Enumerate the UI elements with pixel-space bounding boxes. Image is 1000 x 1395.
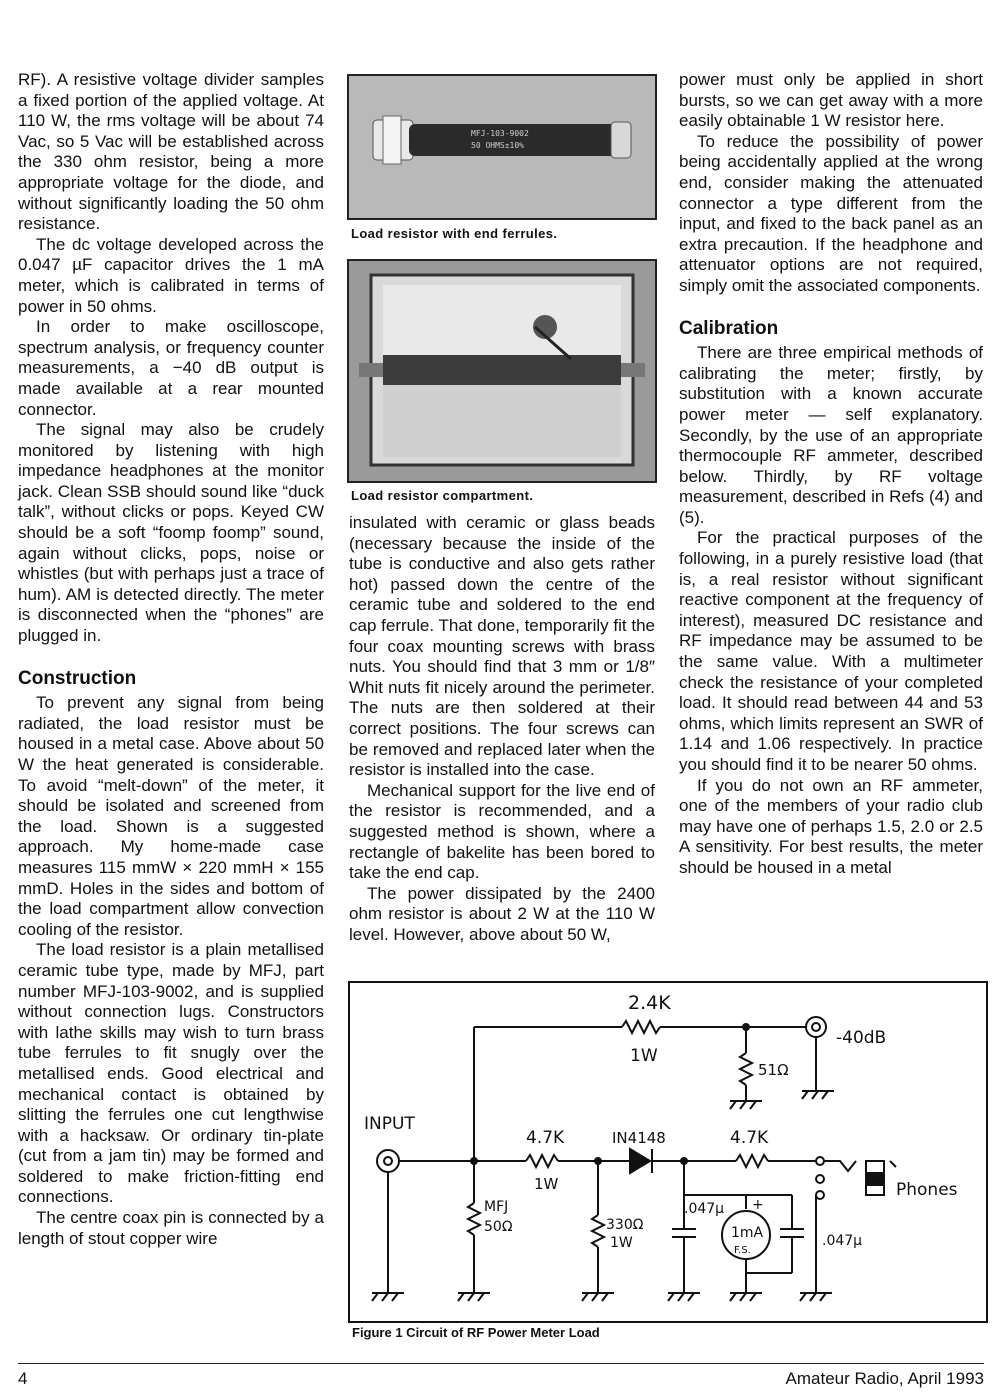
label-plus: + bbox=[752, 1197, 764, 1213]
resistor-part-print: MFJ-103-9002 bbox=[471, 129, 529, 138]
figure-caption: Figure 1 Circuit of RF Power Meter Load bbox=[352, 1325, 600, 1340]
paragraph: The centre coax pin is connected by a length of stout copper wire bbox=[18, 1208, 324, 1248]
photo-caption-1: Load resistor with end ferrules. bbox=[351, 226, 558, 241]
page-number: 4 bbox=[18, 1369, 28, 1388]
label-load-name: MFJ bbox=[484, 1199, 509, 1215]
label-meter-1ma: 1mA bbox=[731, 1225, 764, 1241]
paragraph: To reduce the possibility of power being accidentally applied at the wrong end, consider making the attenuated connector a type different from the input, and fixed to the back panel as an extra precaution. If the headphone and attenuator options are not required, simply omit the associated components. bbox=[679, 131, 983, 295]
photo-load-resistor bbox=[347, 74, 657, 220]
photo-caption-2: Load resistor compartment. bbox=[351, 488, 534, 503]
label-resistor-4k7-phones: 4.7K bbox=[730, 1128, 769, 1148]
label-resistor-51: 51Ω bbox=[758, 1061, 789, 1079]
photo-resistor-compartment bbox=[347, 259, 657, 483]
label-resistor-4k7-series: 4.7K bbox=[526, 1128, 565, 1148]
section-heading-construction: Construction bbox=[18, 667, 137, 689]
paragraph: The load resistor is a plain metallised ceramic tube type, made by MFJ, part number MFJ-103-9002, and is supplied without connection lugs. Constructors with lathe skills may wish to turn brass tube ferrules to fit snugly over the metallised ends. Good electrical and mechanical contact is obtained by slitting the ferrules one cut lengthwise with a hacksaw. Or ordinary tin-plate (cut from a jam tin) may be formed and soldered to make friction-fitting end connections. bbox=[18, 940, 324, 1207]
paragraph: If you do not own an RF ammeter, one of the members of your radio club may have one of perhaps 1.5, 2.0 or 2.5 A sensitivity. For best results, the meter should be housed in a metal bbox=[679, 775, 983, 877]
column-2 bbox=[349, 513, 655, 945]
label-capacitor-1: .047µ bbox=[684, 1201, 725, 1217]
label-resistor-2400: 2.4K bbox=[628, 992, 671, 1014]
label-input: INPUT bbox=[364, 1114, 415, 1134]
column-3 bbox=[679, 70, 983, 879]
compartment-photo-drawing bbox=[349, 261, 655, 481]
paragraph: power must only be applied in short bursts, so we can get away with a more easily obtainable 1 W resistor here. bbox=[679, 70, 983, 131]
section-heading-calibration: Calibration bbox=[679, 317, 779, 339]
paragraph: Mechanical support for the live end of the resistor is recommended, and a suggested method is shown, where a rectangle of bakelite has been bored to take the end cap. bbox=[349, 780, 655, 883]
circuit-schematic bbox=[350, 983, 986, 1321]
paragraph: There are three empirical methods of calibrating the meter; firstly, by substitution with a known accurate power meter — self explanatory. Secondly, by the use of an appropriate thermocouple RF ammeter, described below. Thirdly, by RF voltage measurement, described in Refs (4) and (5). bbox=[679, 343, 983, 527]
label-load-value: 50Ω bbox=[484, 1219, 513, 1235]
paragraph: For the practical purposes of the following, in a purely resistive load (that is, a real resistor without significant reactive component at the frequency of interest), measured DC resistance and RF impedance may be assumed to be the same value. With a multimeter check the resistance of your completed load. It should read between 44 and 53 ohms, which limits represent an SWR of 1.14 and 1.06 respectively. In practice you should find it to be nearer 50 ohms. bbox=[679, 528, 983, 774]
paragraph: In order to make oscilloscope, spectrum analysis, or frequency counter measurements, a −40 dB output is made available at a rear mounted connector. bbox=[18, 317, 324, 419]
label-meter-fs: F.S. bbox=[734, 1245, 751, 1256]
footer-rule bbox=[18, 1363, 984, 1364]
label-diode: IN4148 bbox=[612, 1129, 666, 1147]
paragraph: The signal may also be crudely monitored by listening with high impedance headphones at the monitor jack. Clean SSB should sound like “duck talk”, without clicks or pops. Keyed CW should be a soft “foomp foomp” sound, again without clicks, pops, noise or whistles (but with perhaps just a trace of hum). AM is detected directly. The meter is disconnected when the “phones” are plugged in. bbox=[18, 420, 324, 646]
paragraph: The power dissipated by the 2400 ohm resistor is about 2 W at the 110 W level. However, above about 50 W, bbox=[349, 883, 655, 944]
paragraph: insulated with ceramic or glass beads (necessary because the inside of the tube is conductive and also gets rather hot) passed down the centre of the ceramic tube and soldered to the end cap ferrule. That done, temporarily fit the four coax mounting screws with brass nuts. You should find that 3 mm or 1/8″ Whit nuts fit nicely around the perimeter. The nuts are then soldered at their correct positions. The four screws can be removed and replaced later when the resistor is installed into the case. bbox=[349, 513, 655, 780]
column-1 bbox=[18, 70, 324, 1249]
label-capacitor-2: .047µ bbox=[822, 1233, 863, 1249]
publication-issue: Amateur Radio, April 1993 bbox=[785, 1369, 984, 1388]
paragraph: RF). A resistive voltage divider samples a fixed portion of the applied voltage. At 110 W, the rms voltage will be about 74 Vac, so 5 Vac will be established across the 330 ohm resistor, being a more appropriate voltage for the diode, and without significantly loading the 50 ohm resistance. bbox=[18, 70, 324, 234]
label-minus-40db: -40dB bbox=[836, 1028, 887, 1048]
label-resistor-4k7-watt: 1W bbox=[534, 1175, 559, 1193]
label-resistor-330-watt: 1W bbox=[610, 1235, 633, 1251]
label-phones: Phones bbox=[896, 1180, 958, 1200]
resistor-value-print: 50 OHMS±10% bbox=[471, 141, 524, 150]
circuit-diagram bbox=[348, 981, 988, 1323]
label-resistor-2400-watt: 1W bbox=[630, 1046, 658, 1066]
resistor-photo-drawing bbox=[349, 76, 655, 218]
paragraph: The dc voltage developed across the 0.047 µF capacitor drives the 1 mA meter, which is calibrated in terms of power in 50 ohms. bbox=[18, 234, 324, 316]
paragraph: To prevent any signal from being radiated, the load resistor must be housed in a metal case. Above about 50 W the heat generated is considerable. To avoid “melt-down” of the meter, it should be isolated and screened from the load. Shown is a suggested approach. My home-made case measures 115 mmW × 220 mmH × 155 mmD. Holes in the sides and bottom of the load compartment allow convection cooling of the resistor. bbox=[18, 693, 324, 939]
label-resistor-330: 330Ω bbox=[606, 1217, 644, 1233]
